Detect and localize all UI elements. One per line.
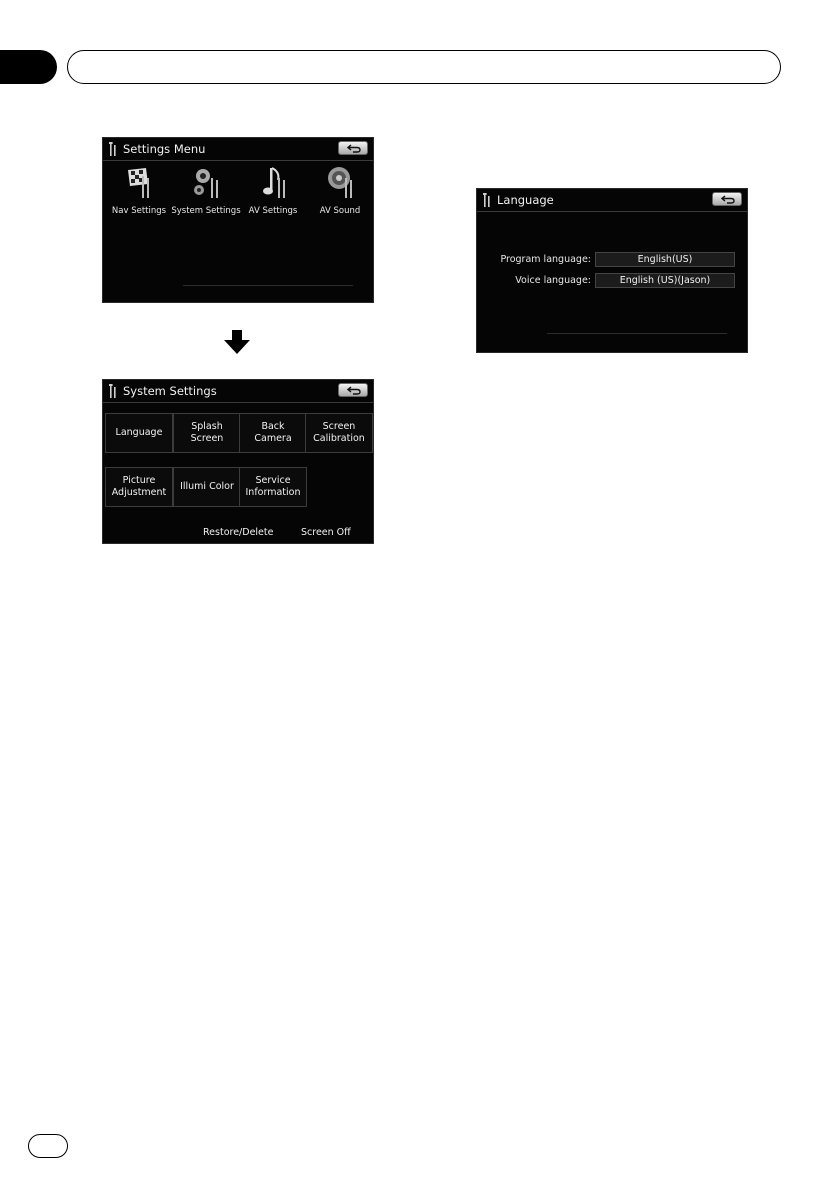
service-information-button[interactable]: Service Information [239,467,307,507]
back-button[interactable] [712,192,742,206]
menu-item-label: System Settings [171,206,241,216]
menu-item-label: AV Sound [319,206,361,216]
title-bar [477,189,747,212]
screen-calibration-button[interactable]: Screen Calibration [305,413,373,453]
back-arrow-icon [347,386,361,395]
program-language-value[interactable]: English(US) [595,252,735,267]
screen-title: System Settings [123,384,217,398]
system-settings-screen [102,379,374,544]
language-button[interactable]: Language [105,413,173,453]
screen-title: Settings Menu [123,142,206,156]
back-button[interactable] [338,383,368,397]
restore-delete-button[interactable]: Restore/Delete [203,527,274,538]
settings-tool-icon [483,192,493,208]
picture-adjustment-button[interactable]: Picture Adjustment [105,467,173,507]
page-number-badge [28,1134,68,1158]
back-arrow-icon [721,195,735,204]
screen-title: Language [497,193,554,207]
splash-screen-button[interactable]: Splash Screen [173,413,241,453]
back-arrow-icon [347,144,361,153]
music-note-icon [258,164,290,208]
menu-item-label: Nav Settings [111,206,167,216]
voice-language-value[interactable]: English (US)(Jason) [595,273,735,288]
section-header-bar [67,50,781,84]
down-arrow-icon [224,330,250,354]
program-language-label: Program language: [500,254,591,265]
system-settings-item[interactable] [171,164,241,226]
back-camera-button[interactable]: Back Camera [239,413,307,453]
gears-icon [191,164,223,208]
title-bar [103,138,373,161]
title-bar [103,380,373,403]
back-button[interactable] [338,141,368,155]
settings-tool-icon [109,141,119,157]
nav-settings-item[interactable] [109,164,169,226]
voice-language-label: Voice language: [515,275,591,286]
av-sound-item[interactable] [310,164,370,226]
screen-off-button[interactable]: Screen Off [301,527,351,538]
section-tab [0,50,57,84]
screen-glow-line [547,333,727,334]
menu-item-label: AV Settings [248,206,298,216]
language-screen [476,188,748,353]
settings-menu-screen [102,137,374,303]
speaker-icon [325,164,357,208]
illumi-color-button[interactable]: Illumi Color [173,467,241,507]
flag-icon [124,164,156,208]
av-settings-item[interactable] [243,164,303,226]
settings-tool-icon [109,383,119,399]
screen-glow-line [183,285,353,286]
